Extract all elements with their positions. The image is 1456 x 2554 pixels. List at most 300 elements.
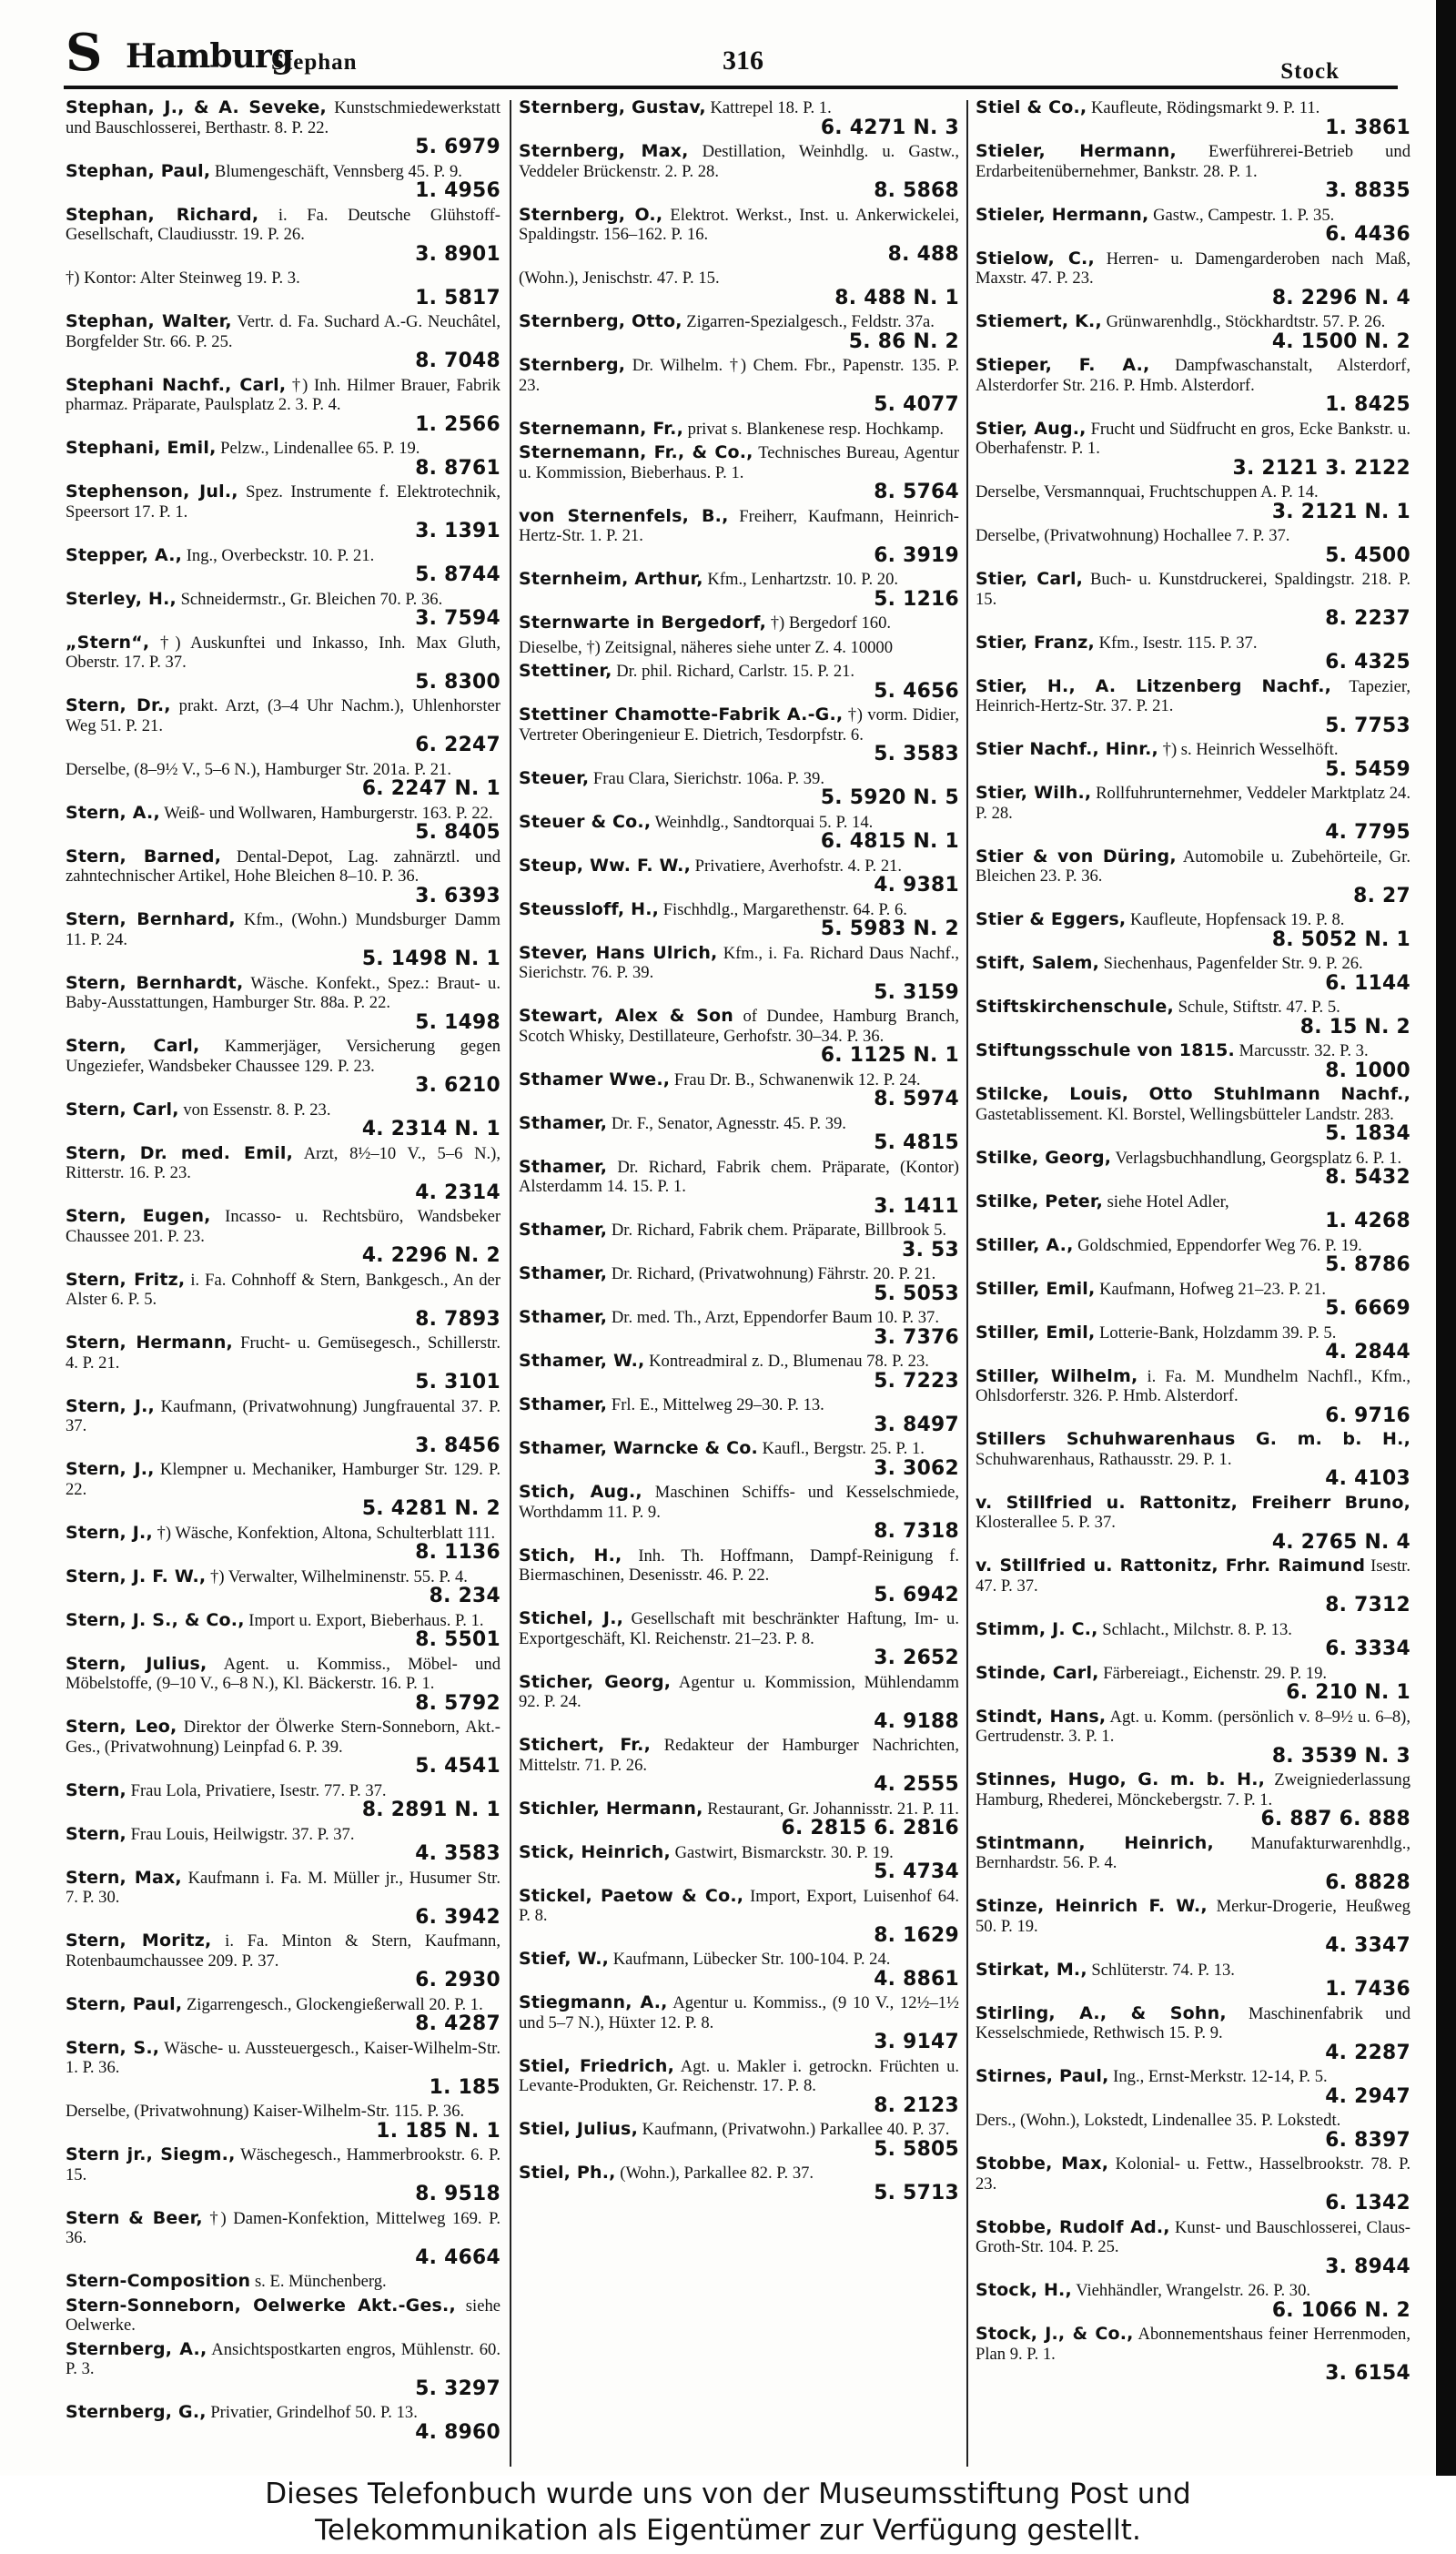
entry-name: Stettiner, bbox=[519, 661, 612, 681]
entry-details: Inh. Th. Hoffmann, Dampf-Reinigung f. Biermaschinen, Desenisstr. 46. P. 22. bbox=[519, 1546, 959, 1585]
entry-phone-number: 5. 8300 bbox=[415, 670, 500, 694]
entry-name: Stillers Schuhwarenhaus G. m. b. H., bbox=[976, 1429, 1410, 1449]
entry-details: †) vorm. Didier, Vertreter Oberingenieur E. Dietrich, Tesdorpfstr. 6. bbox=[519, 705, 959, 745]
directory-entry bbox=[519, 1070, 959, 1110]
entry-phone-number: 8. 1136 bbox=[415, 1541, 500, 1564]
book-spine-shadow bbox=[1436, 0, 1456, 2476]
entry-phone-number: 4. 2296 N. 2 bbox=[361, 1244, 500, 1267]
directory-entry bbox=[66, 1995, 500, 2034]
entry-name: v. Stillfried u. Rattonitz, Frhr. Raimund bbox=[976, 1556, 1366, 1576]
entry-details: Goldschmied, Eppendorfer Weg 76. P. 19. bbox=[1077, 1235, 1362, 1255]
entry-phone-number: 6. 1144 bbox=[1325, 971, 1410, 995]
directory-entry bbox=[66, 1869, 500, 1928]
entry-name: Stickel, Paetow & Co., bbox=[519, 1885, 744, 1906]
entry-details: Kattrepel 18. P. 1. bbox=[710, 98, 832, 117]
entry-phone-number: 5. 8744 bbox=[415, 563, 500, 586]
entry-name: Stern, Carl, bbox=[66, 1036, 200, 1056]
entry-phone-number: 3. 2121 3. 2122 bbox=[1232, 456, 1410, 480]
directory-entry bbox=[66, 1037, 500, 1096]
entry-details: Kolonial- u. Fettw., Hasselbrookstr. 78. P. 23. bbox=[976, 2154, 1410, 2194]
directory-entry bbox=[976, 206, 1410, 245]
directory-entry bbox=[976, 677, 1410, 736]
entry-details: (Wohn.), Parkallee 82. P. 37. bbox=[620, 2164, 814, 2183]
entry-name: Stiller, Emil, bbox=[976, 1322, 1096, 1343]
directory-entry bbox=[976, 420, 1410, 479]
entry-phone-number: 6. 2930 bbox=[415, 1969, 500, 1992]
entry-name: Stewart, Alex & Son bbox=[519, 1006, 733, 1026]
entry-phone-number: 8. 5432 bbox=[1325, 1166, 1410, 1189]
entry-phone-number: 8. 2237 bbox=[1325, 607, 1410, 630]
entry-phone-number: 1. 7436 bbox=[1325, 1978, 1410, 2001]
entry-phone-number: 5. 5053 bbox=[874, 1282, 959, 1305]
entry-details: Kammerjäger, Versicherung gegen Ungeziefer, Wandsbeker Chaussee 129. P. 23. bbox=[66, 1037, 500, 1076]
entry-phone-number: 4. 2555 bbox=[874, 1773, 959, 1796]
entry-name: Stirling, A., & Sohn, bbox=[976, 2002, 1227, 2023]
directory-entry bbox=[976, 1770, 1410, 1829]
entry-phone-number: 3. 53 bbox=[902, 1238, 959, 1262]
directory-entry bbox=[976, 1620, 1410, 1659]
entry-details: Frau Dr. B., Schwanenwik 12. P. 24. bbox=[673, 1069, 921, 1090]
entry-details: Dr. phil. Richard, Carlstr. 15. P. 21. bbox=[616, 662, 855, 681]
entry-phone-number: 8. 27 bbox=[1353, 884, 1410, 907]
entry-details: prakt. Arzt, (3–4 Uhr Nachm.), Uhlenhorster Weg 51. P. 21. bbox=[66, 696, 500, 735]
directory-entry bbox=[976, 1149, 1410, 1188]
directory-entry bbox=[519, 1264, 959, 1303]
directory-entry bbox=[976, 2154, 1410, 2214]
entry-phone-number: 6. 1342 bbox=[1325, 2192, 1410, 2214]
directory-entry bbox=[976, 1280, 1410, 1319]
entry-details: Isestr. 47. P. 37. bbox=[976, 1556, 1410, 1596]
entry-details: Derselbe, Versmannquai, Fruchtschuppen A. P. 14. bbox=[976, 482, 1319, 502]
entry-phone-number: 8. 5052 N. 1 bbox=[1271, 927, 1410, 951]
entry-phone-number: 8. 7312 bbox=[1325, 1594, 1410, 1617]
entry-details: Manufakturwarenhdlg., Bernhardstr. 56. P. 4. bbox=[976, 1833, 1410, 1872]
entry-phone-number: 5. 8405 bbox=[415, 821, 500, 844]
entry-name: Stier & von Düring, bbox=[976, 846, 1177, 867]
entry-phone-number: 5. 5713 bbox=[874, 2181, 959, 2204]
entry-details: Destillation, Weinhdlg. u. Gastw., Veddeler Brückenstr. 2. P. 28. bbox=[519, 142, 959, 181]
column-divider bbox=[966, 100, 968, 2467]
directory-entry bbox=[976, 356, 1410, 415]
entry-name: Sthamer Wwe., bbox=[519, 1069, 671, 1090]
directory-entry bbox=[976, 998, 1410, 1037]
entry-name: Steussloff, H., bbox=[519, 898, 660, 919]
directory-entry bbox=[519, 269, 959, 308]
directory-entry bbox=[66, 1524, 500, 1563]
entry-details: †) Inh. Hilmer Brauer, Fabrik pharmaz. Präparate, Paulsplatz 2. 3. P. 4. bbox=[66, 375, 500, 414]
directory-entry bbox=[976, 784, 1410, 843]
entry-phone-number: 8. 5501 bbox=[415, 1628, 500, 1651]
entry-name: Stinnes, Hugo, G. m. b. H., bbox=[976, 1769, 1266, 1789]
directory-entry bbox=[519, 1221, 959, 1260]
entry-phone-number: 1. 4268 bbox=[1325, 1210, 1410, 1232]
entry-name: Stern, Eugen, bbox=[66, 1206, 211, 1226]
directory-entry bbox=[66, 1611, 500, 1650]
entry-details: Verlagsbuchhandlung, Georgsplatz 6. P. 1. bbox=[1115, 1148, 1402, 1168]
entry-phone-number: 5. 6669 bbox=[1325, 1297, 1410, 1320]
entry-details: Kaufleute, Rödingsmarkt 9. P. 11. bbox=[1090, 98, 1320, 117]
entry-phone-number: 3. 1411 bbox=[874, 1194, 959, 1218]
entry-phone-number: 3. 8944 bbox=[1325, 2255, 1410, 2278]
entry-phone-number: 5. 4281 N. 2 bbox=[361, 1497, 500, 1520]
entry-phone-number: 8. 5868 bbox=[874, 179, 959, 202]
first-entry-guide: Stephan bbox=[271, 50, 358, 75]
entry-name: Stief, W., bbox=[519, 1949, 610, 1969]
directory-entry bbox=[519, 813, 959, 852]
directory-entry bbox=[66, 162, 500, 201]
entry-details: Siechenhaus, Pagenfelder Str. 9. P. 26. bbox=[1103, 954, 1363, 973]
entry-details: Frau Louis, Heilwigstr. 37. P. 37. bbox=[130, 1824, 355, 1844]
entry-name: Stern, J., bbox=[66, 1459, 155, 1479]
entry-details: Wäschegesch., Hammerbrookstr. 6. P. 15. bbox=[66, 2145, 500, 2184]
entry-details: Agt. u. Komm. (persönlich v. 8–9½ u. 6–8), Gertrudenstr. 3. P. 1. bbox=[976, 1707, 1410, 1746]
entry-details: Maschinenfabrik und Kesselschmiede, Rethwisch 15. P. 9. bbox=[976, 2003, 1410, 2042]
entry-name: Stobbe, Max, bbox=[976, 2154, 1109, 2174]
entry-details: Klosterallee 5. P. 37. bbox=[976, 1513, 1116, 1532]
entry-name: Stier, Aug., bbox=[976, 418, 1087, 439]
entry-phone-number: 4. 2314 N. 1 bbox=[361, 1118, 500, 1140]
entry-details: Elektrot. Werkst., Inst. u. Ankerwickelei, Spaldingstr. 156–162. P. 16. bbox=[519, 205, 959, 244]
directory-entry bbox=[66, 1931, 500, 1991]
entry-details: Kfm., (Wohn.) Mundsburger Damm 11. P. 24. bbox=[66, 910, 500, 949]
entry-name: Stern, Carl, bbox=[66, 1099, 179, 1120]
directory-entry bbox=[66, 696, 500, 755]
directory-entry bbox=[66, 546, 500, 585]
directory-entry bbox=[519, 206, 959, 265]
directory-entry bbox=[976, 740, 1410, 779]
entry-details: Ing., Overbeckstr. 10. P. 21. bbox=[186, 545, 375, 565]
entry-name: Sternberg, Max, bbox=[519, 141, 689, 161]
entry-phone-number: 5. 4815 bbox=[874, 1131, 959, 1154]
footer-note bbox=[0, 2476, 1456, 2554]
entry-name: Stern, Max, bbox=[66, 1867, 182, 1888]
entry-details: Weinhdlg., Sandtorquai 5. P. 14. bbox=[654, 812, 874, 832]
entry-phone-number: 5. 3583 bbox=[874, 743, 959, 765]
directory-entry bbox=[519, 1395, 959, 1434]
entry-name: Stirkat, M., bbox=[976, 1959, 1087, 1980]
entry-name: Stichert, Fr., bbox=[519, 1735, 652, 1755]
entry-details: Gastetablissement. Kl. Borstel, Wellingsbütteler Landstr. 283. bbox=[976, 1104, 1394, 1124]
entry-details: Derselbe, (Privatwohnung) Hochallee 7. P. 37. bbox=[976, 526, 1290, 545]
entry-name: Stier & Eggers, bbox=[976, 909, 1127, 929]
directory-entry bbox=[519, 570, 959, 609]
directory-entry bbox=[519, 1439, 959, 1478]
directory-entry bbox=[976, 633, 1410, 673]
directory-entry bbox=[976, 1236, 1410, 1275]
directory-entry bbox=[976, 1494, 1410, 1553]
entry-name: Stiftungsschule von 1815. bbox=[976, 1040, 1235, 1060]
entry-name: Sthamer, bbox=[519, 1307, 608, 1327]
entry-details: Viehhändler, Wrangelstr. 26. P. 30. bbox=[1076, 2281, 1311, 2300]
directory-entry bbox=[976, 570, 1410, 629]
directory-entry bbox=[66, 2145, 500, 2204]
entry-phone-number: 4. 4103 bbox=[1325, 1467, 1410, 1490]
directory-entry bbox=[519, 944, 959, 1003]
entry-phone-number: 6. 4271 N. 3 bbox=[820, 116, 959, 139]
entry-name: Stepper, A., bbox=[66, 544, 183, 565]
entry-name: Sthamer, W., bbox=[519, 1351, 645, 1371]
entry-details: †) Bergedorf 160. bbox=[770, 613, 892, 633]
city-name: Hamburg bbox=[126, 37, 293, 76]
entry-name: Stimm, J. C., bbox=[976, 1618, 1098, 1639]
entry-phone-number: 3. 6393 bbox=[415, 884, 500, 907]
entry-name: v. Stillfried u. Rattonitz, Freiherr Bruno, bbox=[976, 1492, 1410, 1513]
entry-name: Stern, Dr., bbox=[66, 695, 171, 715]
entry-details: Automobile u. Zubehörteile, Gr. Bleichen 23. P. 36. bbox=[976, 846, 1410, 886]
entry-details: Dr. Richard, Fabrik chem. Präparate, Billbrook 5. bbox=[611, 1221, 947, 1240]
directory-entry bbox=[976, 312, 1410, 351]
entry-details: Agt. u. Makler i. getrockn. Früchten u. Levante-Produkten, Gr. Reichenstr. 17. P. 8. bbox=[519, 2056, 959, 2095]
entry-name: Stilke, Georg, bbox=[976, 1147, 1112, 1168]
entry-phone-number: 8. 8761 bbox=[415, 456, 500, 480]
entry-name: Stern, Hermann, bbox=[66, 1333, 233, 1353]
entry-name: Stern, J., bbox=[66, 1395, 155, 1416]
entry-details: siehe Oelwerke. bbox=[66, 2296, 500, 2335]
entry-name: Stieper, F. A., bbox=[976, 355, 1150, 375]
entry-name: Stern, A., bbox=[66, 802, 160, 823]
entry-details: Kaufleute, Hopfensack 19. P. 8. bbox=[1129, 910, 1345, 929]
directory-entry bbox=[66, 2296, 500, 2336]
entry-name: Stock, H., bbox=[976, 2280, 1072, 2300]
entry-details: Privatier, Grindelhof 50. P. 13. bbox=[210, 2403, 418, 2422]
entry-phone-number: 8. 488 bbox=[887, 242, 959, 266]
entry-details: Kunstschmiedewerkstatt und Bauschlosserei, Berthastr. 8. P. 22. bbox=[66, 98, 500, 137]
entry-details: Frau Lola, Privatiere, Isestr. 77. P. 37. bbox=[130, 1780, 387, 1800]
entry-phone-number: 6. 1066 N. 2 bbox=[1271, 2298, 1410, 2322]
entry-name: Stern, S., bbox=[66, 2037, 160, 2058]
entry-phone-number: 3. 2121 N. 1 bbox=[1271, 500, 1410, 523]
directory-entry bbox=[976, 1323, 1410, 1363]
entry-phone-number: 6. 4815 N. 1 bbox=[820, 830, 959, 853]
entry-phone-number: 4. 1500 N. 2 bbox=[1271, 329, 1410, 353]
directory-entry bbox=[976, 2281, 1410, 2320]
entry-phone-number: 6. 3919 bbox=[874, 543, 959, 567]
entry-phone-number: 3. 8901 bbox=[415, 242, 500, 266]
entry-name: Sternheim, Arthur, bbox=[519, 569, 703, 589]
entry-name: Sternemann, Fr., bbox=[519, 418, 684, 439]
entry-phone-number: 1. 5817 bbox=[415, 286, 500, 309]
entry-details: Dampfwaschanstalt, Alsterdorf, Alsterdorfer Str. 216. P. Hmb. Alsterdorf. bbox=[976, 356, 1410, 395]
directory-entry bbox=[519, 1114, 959, 1153]
directory-entry bbox=[519, 1308, 959, 1347]
entry-details: †) Auskunftei und Inkasso, Inh. Max Gluth, Oberstr. 17. P. 37. bbox=[66, 633, 500, 672]
entry-name: Sthamer, bbox=[519, 1156, 608, 1177]
entry-details: Kfm., Isestr. 115. P. 37. bbox=[1098, 633, 1258, 653]
directory-entry bbox=[976, 2111, 1410, 2150]
entry-phone-number: 5. 6942 bbox=[874, 1583, 959, 1606]
directory-entry bbox=[976, 1834, 1410, 1893]
directory-entry bbox=[976, 2067, 1410, 2106]
entry-name: Stephani Nachf., Carl, bbox=[66, 374, 287, 395]
entry-name: Sticher, Georg, bbox=[519, 1671, 672, 1692]
entry-name: Stern, Moritz, bbox=[66, 1931, 212, 1951]
directory-entry bbox=[976, 1556, 1410, 1616]
entry-phone-number: 5. 3101 bbox=[415, 1371, 500, 1394]
entry-details: Import, Export, Luisenhof 64. P. 8. bbox=[519, 1886, 959, 1925]
entry-details: Schlacht., Milchstr. 8. P. 13. bbox=[1102, 1619, 1292, 1639]
entry-phone-number: 6. 8828 bbox=[1325, 1870, 1410, 1894]
directory-entry bbox=[976, 910, 1410, 949]
entry-details: Agent. u. Kommiss., Möbel- und Möbelstoffe, (9–10 V., 6–8 N.), Kl. Bäckerstr. 16. P. 1. bbox=[66, 1654, 500, 1693]
entry-name: Stephan, Paul, bbox=[66, 160, 211, 181]
directory-entry bbox=[66, 2039, 500, 2098]
directory-entry bbox=[66, 1271, 500, 1330]
entry-name: Stern-Composition bbox=[66, 2271, 251, 2291]
entry-details: Kaufmann, (Privatwohn.) Parkallee 40. P. 37. bbox=[642, 2120, 950, 2139]
entry-details: Kaufmann, (Privatwohnung) Jungfrauental 37. P. 37. bbox=[66, 1396, 500, 1435]
directory-entry bbox=[519, 2120, 959, 2159]
directory-entry bbox=[519, 1843, 959, 1882]
entry-name: Stern, Bernhardt, bbox=[66, 972, 244, 993]
entry-name: Stinde, Carl, bbox=[976, 1662, 1099, 1683]
directory-entry bbox=[976, 1708, 1410, 1767]
footer-line: Telekommunikation als Eigentümer zur Verfügung gestellt. bbox=[315, 2514, 1141, 2547]
entry-phone-number: 4. 9381 bbox=[874, 874, 959, 897]
last-entry-guide: Stock bbox=[1280, 59, 1340, 84]
entry-phone-number: 4. 8861 bbox=[874, 1967, 959, 1991]
entry-details: Dr. F., Senator, Agnesstr. 45. P. 39. bbox=[611, 1113, 846, 1133]
entry-name: Stick, Heinrich, bbox=[519, 1841, 671, 1862]
directory-entry bbox=[519, 1007, 959, 1066]
entry-details: Kaufmann, Lübecker Str. 100-104. P. 24. bbox=[612, 1950, 891, 1969]
entry-phone-number: 8. 5974 bbox=[874, 1088, 959, 1110]
directory-entry bbox=[66, 98, 500, 157]
entry-name: Sterley, H., bbox=[66, 588, 177, 609]
entry-phone-number: 6. 4436 bbox=[1325, 223, 1410, 246]
entry-phone-number: 5. 3297 bbox=[415, 2377, 500, 2400]
entry-details: Gesellschaft mit beschränkter Haftung, Im- u. Exportgeschäft, Kl. Reichenstr. 21–23. P. 8. bbox=[519, 1609, 959, 1648]
directory-entry bbox=[66, 1144, 500, 1203]
entry-details: Vertr. d. Fa. Suchard A.-G. Neuchâtel, Borgfelder Str. 66. P. 25. bbox=[66, 312, 500, 351]
directory-entry bbox=[66, 1825, 500, 1864]
entry-details: Ders., (Wohn.), Lokstedt, Lindenallee 35. P. Lokstedt. bbox=[976, 2111, 1341, 2130]
entry-phone-number: 8. 7318 bbox=[874, 1520, 959, 1543]
directory-entry bbox=[976, 2004, 1410, 2063]
entry-phone-number: 5. 4734 bbox=[874, 1860, 959, 1883]
entry-details: Agentur u. Kommiss., (9 10 V., 12½–1½ und 5–7 N.), Hüxter 12. P. 8. bbox=[519, 1993, 959, 2032]
entry-details: Gastw., Campestr. 1. P. 35. bbox=[1153, 205, 1335, 225]
entry-details: Ewerführerei-Betrieb und Erdarbeitenübernehmer, Bankstr. 28. P. 1. bbox=[976, 142, 1410, 181]
entry-details: †) Verwalter, Wilhelminenstr. 55. P. 4. bbox=[210, 1566, 468, 1586]
entry-details: Fischhdlg., Margarethenstr. 64. P. 6. bbox=[662, 899, 907, 919]
directory-entry bbox=[976, 847, 1410, 907]
entry-phone-number: 8. 2296 N. 4 bbox=[1271, 286, 1410, 309]
entry-phone-number: 3. 7376 bbox=[874, 1325, 959, 1349]
directory-entry bbox=[66, 482, 500, 542]
directory-entry bbox=[66, 1781, 500, 1820]
section-letter: S bbox=[66, 23, 103, 83]
directory-entry bbox=[66, 2209, 500, 2268]
directory-entry bbox=[976, 2325, 1410, 2384]
entry-phone-number: 8. 4287 bbox=[415, 2012, 500, 2035]
directory-entry bbox=[976, 482, 1410, 522]
directory-entry bbox=[976, 1085, 1410, 1144]
entry-details: s. E. Münchenberg. bbox=[254, 2272, 387, 2291]
entry-phone-number: 5. 1498 N. 1 bbox=[361, 948, 500, 970]
entry-details: Technisches Bureau, Agentur u. Kommission, Bieberhaus. P. 1. bbox=[519, 443, 959, 482]
directory-entry bbox=[519, 2164, 959, 2203]
entry-details: Dr. med. Th., Arzt, Eppendorfer Baum 10. P. 37. bbox=[611, 1308, 939, 1327]
entry-phone-number: 6. 3334 bbox=[1325, 1637, 1410, 1660]
entry-phone-number: 1. 3861 bbox=[1325, 116, 1410, 139]
directory-entry bbox=[66, 760, 500, 799]
entry-name: Stobbe, Rudolf Ad., bbox=[976, 2216, 1170, 2237]
directory-column-3 bbox=[976, 98, 1410, 2474]
entry-name: Stever, Hans Ulrich, bbox=[519, 942, 718, 963]
entry-phone-number: 8. 2123 bbox=[874, 2093, 959, 2117]
entry-details: Abonnementshaus feiner Herrenmoden, Plan 9. P. 1. bbox=[976, 2325, 1410, 2364]
entry-details: Gastwirt, Bismarckstr. 30. P. 19. bbox=[674, 1842, 894, 1862]
entry-details: Wäsche- u. Aussteuergesch., Kaiser-Wilhelm-Str. 1. P. 36. bbox=[66, 2038, 500, 2077]
entry-phone-number: 8. 234 bbox=[429, 1585, 500, 1607]
entry-phone-number: 4. 9188 bbox=[874, 1709, 959, 1733]
entry-phone-number: 5. 4500 bbox=[1325, 543, 1410, 567]
entry-details: Blumengeschäft, Vennsberg 45. P. 9. bbox=[214, 161, 462, 181]
entry-details: i. Fa. M. Mundhelm Nachfl., Kfm., Ohlsdorferstr. 326. P. Hmb. Alsterdorf. bbox=[976, 1366, 1410, 1405]
entry-phone-number: 8. 9518 bbox=[415, 2183, 500, 2205]
entry-details: Zigarren-Spezialgesch., Feldstr. 37a. bbox=[686, 312, 935, 331]
entry-details: Derselbe, (Privatwohnung) Kaiser-Wilhelm-Str. 115. P. 36. bbox=[66, 2102, 465, 2121]
entry-name: Steuer, bbox=[519, 767, 590, 788]
entry-name: Stern, bbox=[66, 1823, 126, 1844]
directory-entry bbox=[66, 376, 500, 435]
directory-entry bbox=[976, 954, 1410, 993]
entry-name: Stephani, Emil, bbox=[66, 438, 217, 458]
directory-entry bbox=[519, 1993, 959, 2052]
entry-phone-number: 4. 2947 bbox=[1325, 2084, 1410, 2108]
entry-name: Stern, J., bbox=[66, 1522, 153, 1543]
directory-entry bbox=[976, 1897, 1410, 1956]
entry-name: Stich, H., bbox=[519, 1545, 622, 1566]
entry-phone-number: 4. 8960 bbox=[415, 2420, 500, 2444]
entry-name: Stiller, Wilhelm, bbox=[976, 1365, 1138, 1386]
entry-name: Stieler, Hermann, bbox=[976, 204, 1149, 225]
entry-phone-number: 8. 5764 bbox=[874, 481, 959, 503]
directory-entry bbox=[976, 1041, 1410, 1080]
entry-name: Stier, H., A. Litzenberg Nachf., bbox=[976, 675, 1332, 696]
entry-details: Derselbe, (8–9½ V., 5–6 N.), Hamburger Str. 201a. P. 21. bbox=[66, 759, 452, 779]
entry-details: Direktor der Ölwerke Stern-Sonneborn, Akt.-Ges., (Privatwohnung) Leinpfad 6. P. 39. bbox=[66, 1718, 500, 1757]
entry-phone-number: 5. 5459 bbox=[1325, 757, 1410, 781]
directory-entry bbox=[66, 206, 500, 265]
directory-entry bbox=[976, 1664, 1410, 1703]
entry-phone-number: 4. 2844 bbox=[1325, 1341, 1410, 1363]
entry-details: Pelzw., Lindenallee 65. P. 19. bbox=[220, 439, 420, 458]
entry-phone-number: 8. 15 N. 2 bbox=[1299, 1015, 1410, 1039]
entry-name: Sthamer, bbox=[519, 1394, 608, 1414]
entry-details: Redakteur der Hamburger Nachrichten, Mittelstr. 71. P. 26. bbox=[519, 1736, 959, 1775]
entry-phone-number: 4. 3583 bbox=[415, 1842, 500, 1865]
entry-phone-number: 5. 86 N. 2 bbox=[848, 329, 959, 353]
directory-column-1 bbox=[66, 98, 500, 2474]
directory-entry bbox=[519, 356, 959, 415]
directory-entry bbox=[976, 142, 1410, 201]
entry-phone-number: 6. 8397 bbox=[1325, 2128, 1410, 2152]
entry-details: Schneidermstr., Gr. Bleichen 70. P. 36. bbox=[180, 589, 443, 609]
entry-phone-number: 4. 2287 bbox=[1325, 2041, 1410, 2064]
directory-entry bbox=[519, 1950, 959, 1989]
entry-phone-number: 5. 5983 N. 2 bbox=[820, 917, 959, 940]
directory-entry bbox=[519, 638, 959, 658]
directory-entry bbox=[66, 804, 500, 843]
entry-phone-number: 3. 6154 bbox=[1325, 2362, 1410, 2385]
entry-details: Zweigniederlassung Hamburg, Rhederei, Mönckebergstr. 7. P. 1. bbox=[976, 1770, 1410, 1809]
entry-details: Schule, Stiftstr. 47. P. 5. bbox=[1178, 998, 1340, 1017]
entry-phone-number: 5. 6979 bbox=[415, 136, 500, 158]
entry-name: Stern, Barned, bbox=[66, 846, 222, 867]
entry-phone-number: 6. 9716 bbox=[1325, 1404, 1410, 1427]
footer-line: Dieses Telefonbuch wurde uns von der Museumsstiftung Post und bbox=[265, 2478, 1191, 2510]
